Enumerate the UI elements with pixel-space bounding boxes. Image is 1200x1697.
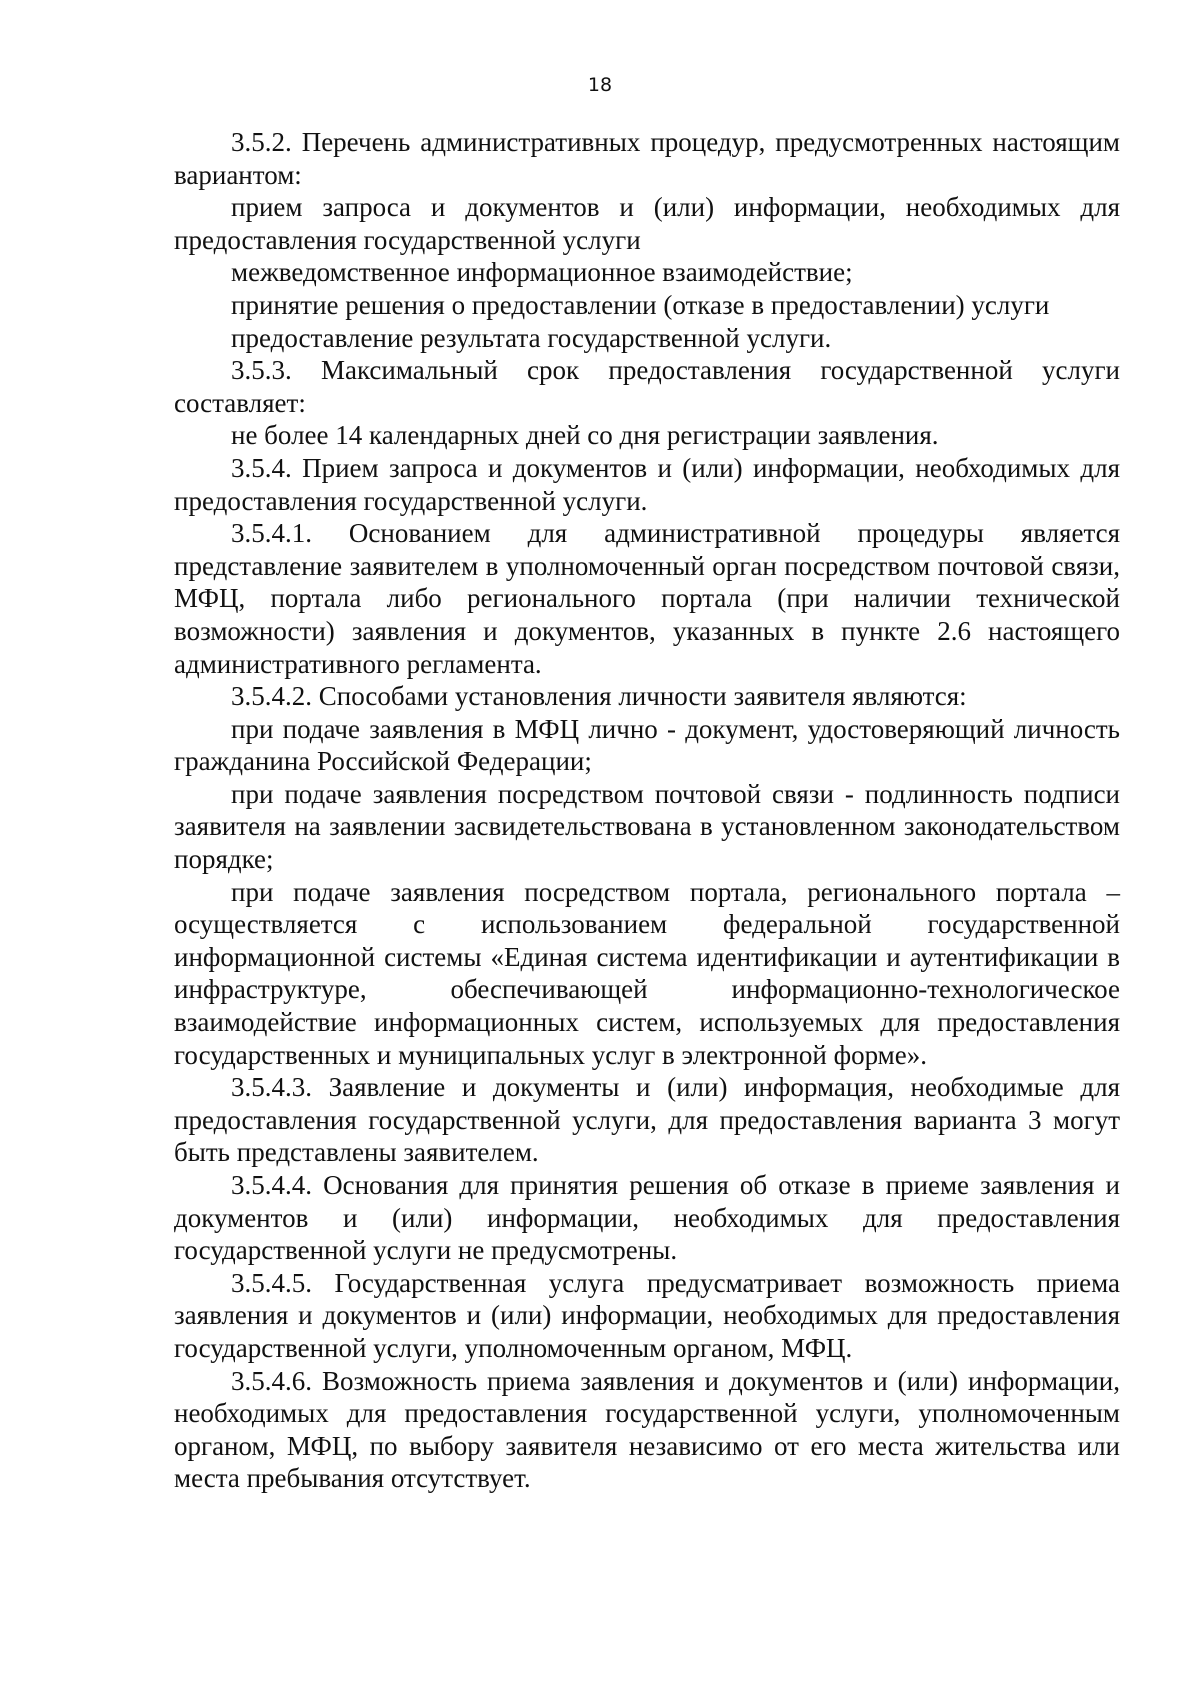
paragraph-procedure-decision: принятие решения о предоставлении (отказе в предоставлении) услуги bbox=[231, 289, 1050, 320]
paragraph-procedure-interagency: межведомственное информационное взаимодействие; bbox=[231, 257, 853, 288]
paragraph-3-5-4-4: 3.5.4.4. Основания для принятия решения об отказе в приеме заявления и документов и (или) информации, необходимых для предоставления государственной услуги не предусмотрены. bbox=[174, 1170, 1120, 1266]
paragraph-max-term: не более 14 календарных дней со дня регистрации заявления. bbox=[231, 420, 939, 451]
page-number: 18 bbox=[587, 74, 613, 96]
document-body bbox=[174, 126, 1120, 1495]
paragraph-identity-mfc: при подаче заявления в МФЦ лично - документ, удостоверяющий личность гражданина Российской Федерации; bbox=[174, 713, 1120, 777]
paragraph-3-5-4-1: 3.5.4.1. Основанием для административной процедуры является представление заявителем в уполномоченный орган посредством почтовой связи, МФЦ, портала либо регионального портала (при наличии технической возможности) заявления и документов, указанных в пункте 2.6 настоящего административного регламента. bbox=[174, 518, 1120, 679]
paragraph-3-5-4-5: 3.5.4.5. Государственная услуга предусматривает возможность приема заявления и документов и (или) информации, необходимых для предоставления государственной услуги, уполномоченным органом, МФЦ. bbox=[174, 1267, 1120, 1363]
paragraph-procedure-result: предоставление результата государственной услуги. bbox=[231, 322, 832, 353]
paragraph-3-5-4-2: 3.5.4.2. Способами установления личности заявителя являются: bbox=[231, 681, 967, 712]
paragraph-identity-portal: при подаче заявления посредством портала, регионального портала – осуществляется с использованием федеральной государственной информационной системы «Единая система идентификации и аутентификации в инфраструктуре, обеспечивающей информационно-технологическое взаимодействие информационных систем, используемых для предоставления государственных и муниципальных услуг в электронной форме». bbox=[174, 876, 1120, 1070]
paragraph-3-5-2: 3.5.2. Перечень административных процедур, предусмотренных настоящим вариантом: bbox=[174, 127, 1120, 190]
paragraph-identity-post: при подаче заявления посредством почтовой связи - подлинность подписи заявителя на заявлении засвидетельствована в установленном законодательством порядке; bbox=[174, 778, 1120, 875]
paragraph-procedure-intake: прием запроса и документов и (или) информации, необходимых для предоставления государственной услуги bbox=[174, 192, 1120, 255]
paragraph-3-5-4-3: 3.5.4.3. Заявление и документы и (или) информация, необходимые для предоставления государственной услуги, для предоставления варианта 3 могут быть представлены заявителем. bbox=[174, 1072, 1120, 1168]
paragraph-3-5-4-6: 3.5.4.6. Возможность приема заявления и документов и (или) информации, необходимых для предоставления государственной услуги, уполномоченным органом, МФЦ, по выбору заявителя независимо от его места жительства или места пребывания отсутствует. bbox=[174, 1365, 1120, 1494]
paragraph-3-5-4: 3.5.4. Прием запроса и документов и (или) информации, необходимых для предоставления государственной услуги. bbox=[174, 452, 1120, 516]
paragraph-3-5-3: 3.5.3. Максимальный срок предоставления государственной услуги составляет: bbox=[174, 355, 1120, 418]
